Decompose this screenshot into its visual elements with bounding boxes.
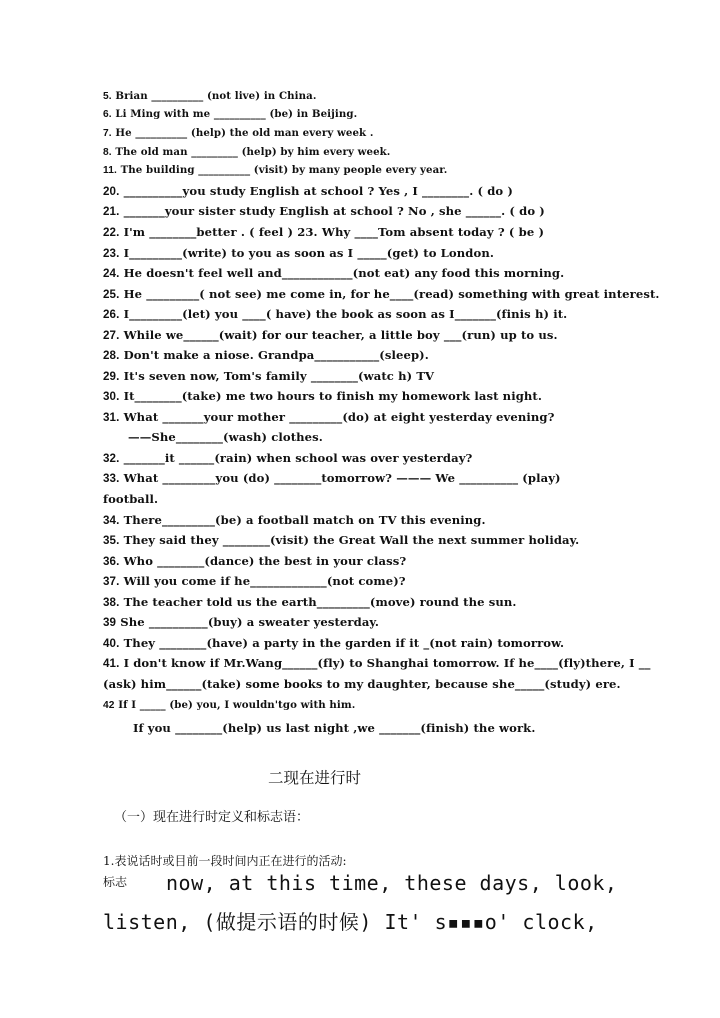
exercise-number: 20. <box>103 185 120 198</box>
exercise-number: 35. <box>103 534 120 547</box>
exercise-number: 29. <box>103 370 120 383</box>
exercise-line <box>103 533 579 547</box>
exercise-line <box>103 204 545 218</box>
exercise-number: 32. <box>103 452 120 465</box>
exercise-number: 28. <box>103 349 120 362</box>
exercise-text: It's seven now, Tom's family ________(watc h) TV <box>123 369 435 383</box>
exercise-line <box>103 108 357 120</box>
exercise-line <box>103 348 429 362</box>
exercise-text: I_________(let) you ____( have) the book as soon as I_______(finis h) it. <box>123 307 568 321</box>
marker-words-line-1: now, at this time, these days, look, <box>166 871 618 895</box>
exercise-line <box>103 389 542 403</box>
exercise-number: 6. <box>103 109 112 120</box>
exercise-number: 27. <box>103 329 120 342</box>
exercise-line <box>103 164 447 176</box>
exercise-text: Who ________(dance) the best in your class? <box>123 554 407 568</box>
exercise-number: 34. <box>103 514 120 527</box>
exercise-text: There_________(be) a football match on TV this evening. <box>123 513 486 527</box>
exercise-number: 33. <box>103 472 120 485</box>
exercise-line <box>103 656 651 670</box>
exercise-text: football. <box>103 492 159 506</box>
exercise-line <box>103 184 513 198</box>
exercise-number: 7. <box>103 128 112 139</box>
exercise-number: 21. <box>103 205 120 218</box>
exercise-text: They said they ________(visit) the Great Wall the next summer holiday. <box>123 533 580 547</box>
exercise-line <box>103 90 317 102</box>
exercise-text: Brian __________ (not live) in China. <box>115 90 317 102</box>
exercise-line <box>103 146 390 158</box>
exercise-text: The old man _________ (help) by him every week. <box>115 146 391 158</box>
exercise-text: I'm ________better . ( feel ) 23. Why ____Tom absent today ? ( be ) <box>123 225 545 239</box>
marker-words-line-2: listen, (做提示语的时候) It' s▪▪▪o' clock, <box>103 910 598 934</box>
exercise-line <box>103 451 472 465</box>
exercise-text: ——She________(wash) clothes. <box>128 430 323 444</box>
section-subtitle: （一）现在进行时定义和标志语： <box>114 810 310 825</box>
exercise-line <box>103 636 564 650</box>
exercise-line <box>103 328 558 342</box>
exercise-text: If I _____ (be) you, I wouldn'tgo with him. <box>118 699 356 711</box>
exercise-line <box>103 492 158 506</box>
exercise-text: The teacher told us the earth_________(move) round the sun. <box>123 595 517 609</box>
exercise-text: Li Ming with me __________ (be) in Beijing. <box>115 108 358 120</box>
exercise-number: 37. <box>103 575 120 588</box>
exercise-number: 41. <box>103 657 120 670</box>
exercise-text: If you ________(help) us last night ,we _______(finish) the work. <box>133 721 536 735</box>
exercise-line <box>103 677 621 691</box>
exercise-number: 36. <box>103 555 120 568</box>
exercise-line <box>103 595 517 609</box>
exercise-text: It________(take) me two hours to finish my homework last night. <box>123 389 543 403</box>
exercise-text: What _________you (do) ________tomorrow? ——— We __________ (play) <box>123 471 561 485</box>
exercise-text: He doesn't feel well and____________(not eat) any food this morning. <box>123 266 565 280</box>
exercise-text: (ask) him______(take) some books to my daughter, because she_____(study) ere. <box>103 677 621 691</box>
exercise-text: He _________( not see) me come in, for he____(read) something with great interest. <box>123 287 660 301</box>
section-title: 二现在进行时 <box>268 769 362 787</box>
exercise-text: What _______your mother _________(do) at eight yesterday evening? <box>123 410 555 424</box>
exercise-line <box>103 615 379 629</box>
exercise-text: _______your sister study English at school ? No , she ______. ( do ) <box>123 204 545 218</box>
exercise-number: 42 <box>103 700 115 711</box>
exercise-text: He __________ (help) the old man every week . <box>115 127 374 139</box>
exercise-text: They ________(have) a party in the garden if it _(not rain) tomorrow. <box>123 636 565 650</box>
exercise-number: 25. <box>103 288 120 301</box>
exercise-text: While we______(wait) for our teacher, a little boy ___(run) up to us. <box>123 328 558 342</box>
exercise-line <box>103 127 373 139</box>
exercise-line <box>103 266 564 280</box>
exercise-line <box>103 410 555 424</box>
exercise-line <box>103 225 544 239</box>
point-1: 1.表说话时或目前一段时间内正在进行的活动: <box>103 854 347 868</box>
exercise-number: 38. <box>103 596 120 609</box>
marker-label: 标志 <box>103 875 128 889</box>
exercise-text: I_________(write) to you as soon as I _____(get) to London. <box>123 246 494 260</box>
exercise-number: 26. <box>103 308 120 321</box>
exercise-number: 8. <box>103 147 112 158</box>
exercise-line <box>103 287 660 301</box>
exercise-number: 11. <box>103 165 117 176</box>
exercise-line <box>103 554 406 568</box>
exercise-line <box>103 246 494 260</box>
exercise-number: 39 <box>103 616 117 629</box>
exercise-number: 24. <box>103 267 120 280</box>
exercise-text: __________you study English at school ? Yes , I ________. ( do ) <box>123 184 513 198</box>
exercise-text: The building __________ (visit) by many people every year. <box>120 164 448 176</box>
exercise-line <box>133 721 535 735</box>
exercise-text: _______it ______(rain) when school was over yesterday? <box>123 451 473 465</box>
exercise-number: 5. <box>103 91 112 102</box>
exercise-number: 30. <box>103 390 120 403</box>
exercise-line <box>103 369 434 383</box>
exercise-line <box>128 430 323 444</box>
exercise-line <box>103 699 355 711</box>
exercise-line <box>103 471 561 485</box>
exercise-line <box>103 513 486 527</box>
exercise-line <box>103 574 406 588</box>
exercise-line <box>103 307 567 321</box>
exercise-text: I don't know if Mr.Wang______(fly) to Shanghai tomorrow. If he____(fly)there, I __ <box>123 656 651 670</box>
exercise-number: 23. <box>103 247 120 260</box>
exercise-number: 22. <box>103 226 120 239</box>
exercise-text: She __________(buy) a sweater yesterday. <box>120 615 380 629</box>
exercise-number: 40. <box>103 637 120 650</box>
exercise-text: Will you come if he_____________(not come)? <box>123 574 406 588</box>
exercise-number: 31. <box>103 411 120 424</box>
exercise-text: Don't make a niose. Grandpa___________(sleep). <box>123 348 429 362</box>
